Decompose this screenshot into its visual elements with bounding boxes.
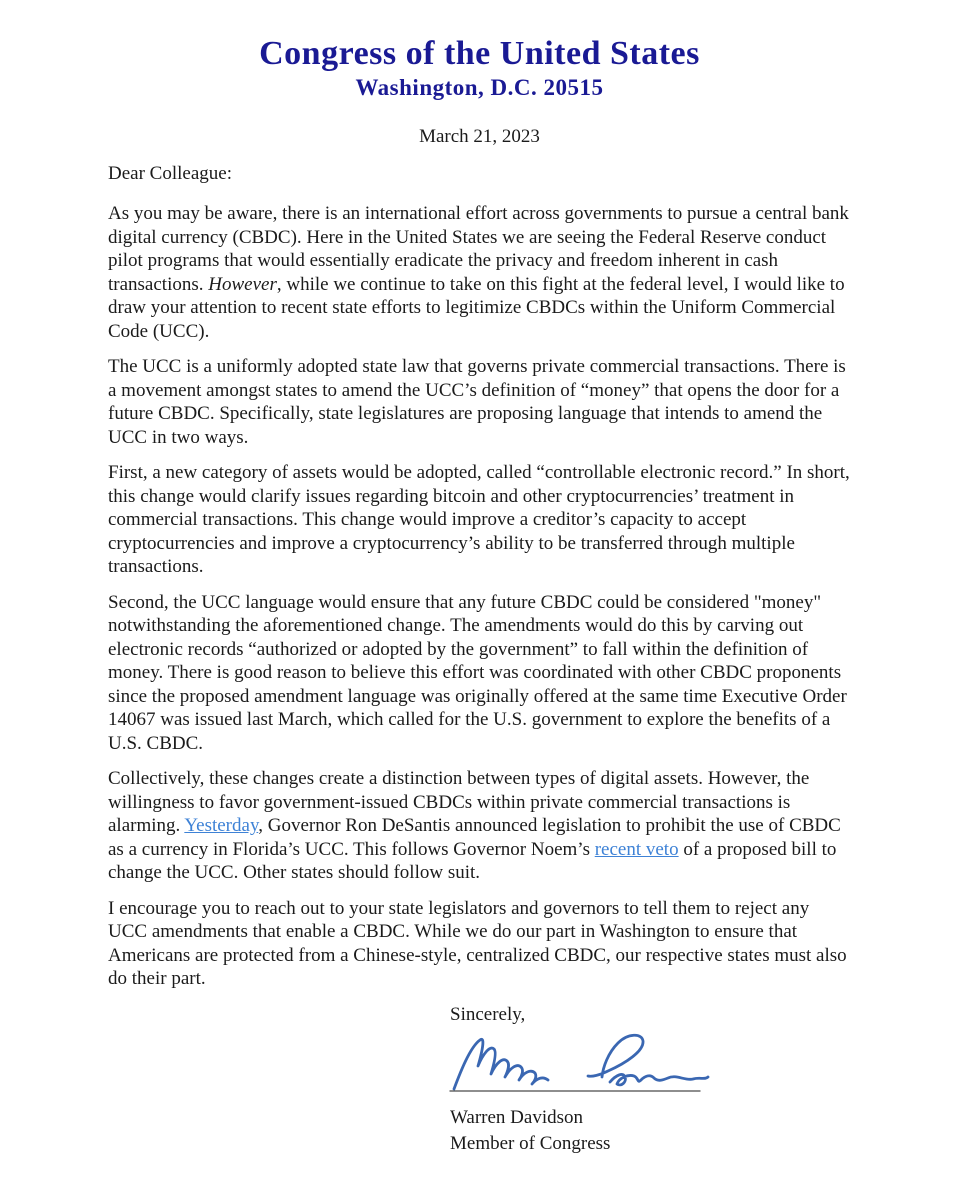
paragraph-text: First, a new category of assets would be adopted, called “controllable electronic record.” In short, this change would clarify issues regarding bitcoin and other cryptocurrencies’ treatment in commercial transactions. This change would improve a creditor’s capacity to accept cryptocurrencies and improve a cryptocurrency’s ability to be transferred through multiple transactions. — [108, 462, 850, 577]
letterhead-title: Congress of the United States — [259, 35, 700, 72]
letter-paragraph — [108, 591, 852, 756]
paragraph-text: As you may be aware, there is an international effort across governments to pursue a central bank digital currency (CBDC). Here in the United States we are seeing the Federal Reserve conduct pilot programs that would essentially eradicate the privacy and freedom inherent in cash transactions. — [108, 203, 849, 295]
letter-paragraph — [108, 897, 852, 991]
inline-link[interactable]: Yesterday — [184, 815, 259, 836]
paragraph-text: The UCC is a uniformly adopted state law that governs private commercial transactions. There is a movement amongst states to amend the UCC’s definition of “money” that opens the door for a future CBDC. Specifically, state legislatures are proposing language that intends to amend the UCC in two ways. — [108, 356, 846, 448]
paragraph-text: Second, the UCC language would ensure that any future CBDC could be considered "money" notwithstanding the aforementioned change. The amendments would do this by carving out electronic records “authorized or adopted by the government” to fall within the definition of money. There is good reason to believe this effort was coordinated with other CBDC proponents since the proposed amendment language was originally offered at the same time Executive Order 14067 was issued last March, which called for the U.S. government to explore the benefits of a U.S. CBDC. — [108, 591, 847, 754]
inline-link[interactable]: recent veto — [594, 838, 679, 860]
paragraph-text: , while we continue to take on this fight at the federal level, I would like to draw your attention to recent state efforts to legitimize CBDCs within the Uniform Commercial Code (UCC). — [108, 273, 845, 342]
letter-paragraph — [108, 767, 852, 885]
signature-image — [450, 1029, 710, 1095]
letterhead-address: Washington, D.C. 20515 — [355, 75, 604, 100]
signer-name: Warren Davidson — [450, 1106, 584, 1128]
paragraph-text: I encourage you to reach out to your state legislators and governors to tell them to reject any UCC amendments that enable a CBDC. While we do our part in Washington to ensure that Americans are protected from a Chinese-style, centralized CBDC, our respective states must also do their part. — [108, 897, 847, 989]
letter-paragraph — [108, 461, 852, 579]
signature-block — [450, 1029, 710, 1095]
letter-paragraph — [108, 202, 852, 343]
closing-block — [450, 1003, 852, 1157]
closing: Sincerely, — [450, 1003, 526, 1025]
letterhead — [0, 0, 959, 102]
letter-body — [108, 202, 852, 991]
letter-date: March 21, 2023 — [419, 126, 540, 147]
paragraph-text: , Governor Ron DeSantis announced legislation to prohibit the use of CBDC as a currency in Florida’s UCC. This follows Governor Noem’s — [108, 815, 841, 860]
signer-title: Member of Congress — [450, 1132, 611, 1154]
salutation: Dear Colleague: — [108, 163, 232, 184]
letter-paragraph — [108, 355, 852, 449]
letter-body-column — [108, 162, 852, 1157]
paragraph-text: of a proposed bill to change the UCC. Other states should follow suit. — [108, 838, 837, 883]
paragraph-text: Collectively, these changes create a distinction between types of digital assets. However, the willingness to favor government-issued CBDCs within private commercial transactions is alarming. — [108, 768, 810, 836]
paragraph-text: However — [208, 273, 277, 295]
